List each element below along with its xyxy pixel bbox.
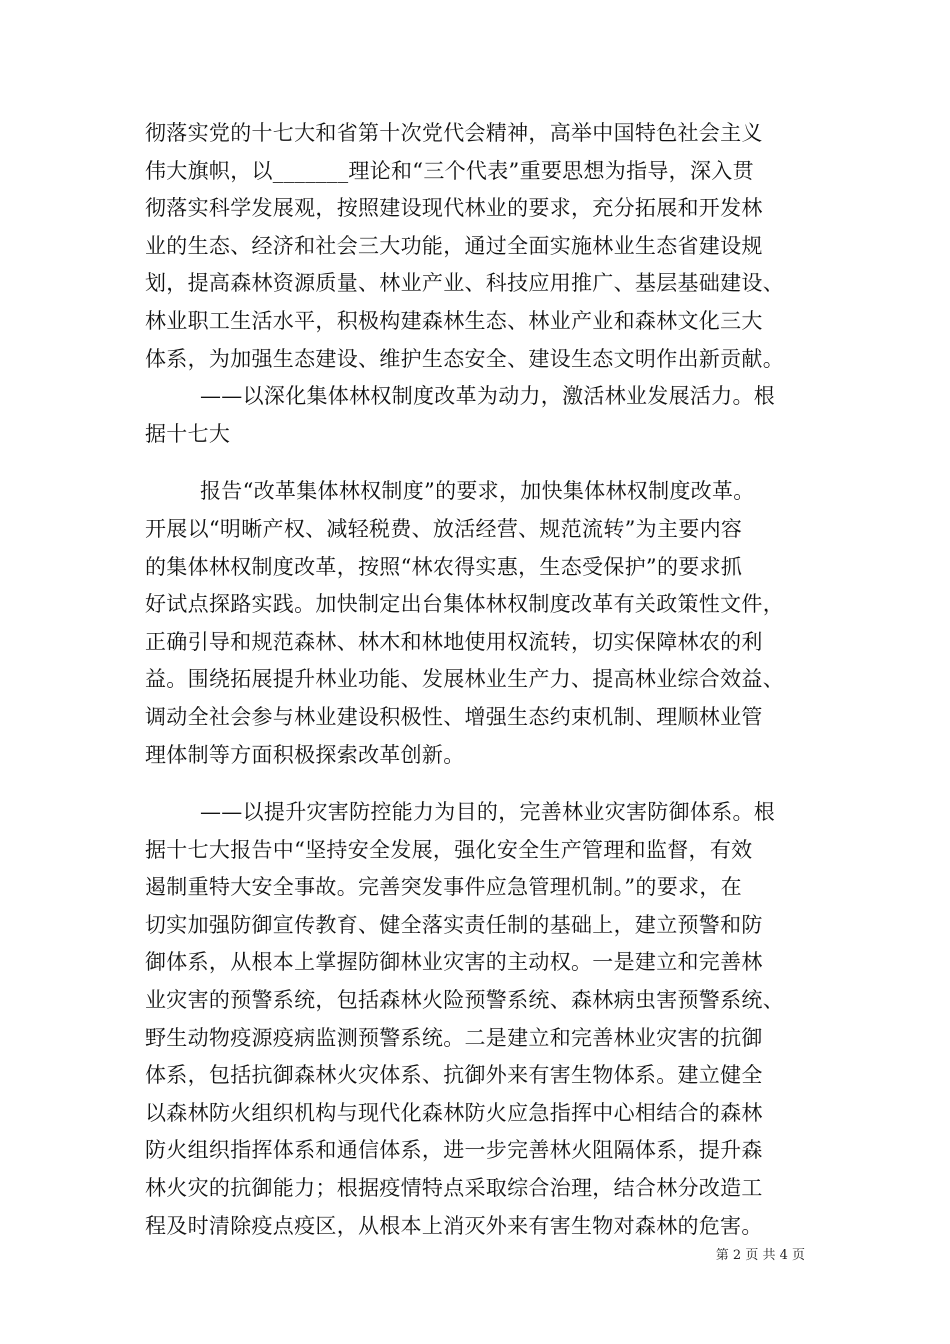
text-line: 报告“改革集体林权制度”的要求，加快集体林权制度改革。 [200,479,755,504]
text-line: 体系，包括抗御森林火灾体系、抗御外来有害生物体系。建立健全 [145,1063,763,1088]
text-line: 野生动物疫源疫病监测预警系统。二是建立和完善林业灾害的抗御 [145,1025,763,1050]
text-line: 体系，为加强生态建设、维护生态安全、建设生态文明作出新贡献。 [145,346,784,371]
text-line: 切实加强防御宣传教育、健全落实责任制的基础上，建立预警和防 [145,912,763,937]
text-line: 的集体林权制度改革，按照“林农得实惠，生态受保护”的要求抓 [145,554,743,579]
paragraph-1 [145,115,815,378]
text-line: 开展以“明晰产权、减轻税费、放活经营、规范流转”为主要内容 [145,516,743,541]
text-line: 程及时清除疫点疫区，从根本上消灭外来有害生物对森林的危害。 [145,1213,763,1238]
page-number: 第 2 页 共 4 页 [715,1248,805,1263]
text-line: ——以深化集体林权制度改革为动力，激活林业发展活力。根 [200,384,776,409]
paragraph-2 [145,378,815,453]
text-line: 划，提高森林资源质量、林业产业、科技应用推广、基层基础建设、 [145,271,784,296]
paragraph-4 [145,794,815,1245]
body-text [145,115,815,1245]
text-line: 调动全社会参与林业建设积极性、增强生态约束机制、理顺林业管 [145,704,763,729]
text-line: 御体系，从根本上掌握防御林业灾害的主动权。一是建立和完善林 [145,950,763,975]
text-line: 林火灾的抗御能力；根据疫情特点采取综合治理，结合林分改造工 [145,1176,763,1201]
text-line: 防火组织指挥体系和通信体系，进一步完善林火阻隔体系，提升森 [145,1138,763,1163]
paragraph-gap [145,774,815,794]
text-line: ——以提升灾害防控能力为目的，完善林业灾害防御体系。根 [200,800,776,825]
text-line: 业灾害的预警系统，包括森林火险预警系统、森林病虫害预警系统、 [145,988,784,1013]
text-line: 以森林防火组织机构与现代化森林防火应急指挥中心相结合的森林 [145,1100,763,1125]
text-line: 据十七大 [145,421,231,446]
text-line: 业的生态、经济和社会三大功能，通过全面实施林业生态省建设规 [145,233,763,258]
text-line: 理体制等方面积极探索改革创新。 [145,742,465,767]
paragraph-gap [145,453,815,473]
text-line: 彻落实党的十七大和省第十次党代会精神，高举中国特色社会主义 [145,121,763,145]
text-line: 伟大旗帜，以_______理论和“三个代表”重要思想为指导，深入贯 [145,158,754,183]
text-line: 好试点探路实践。加快制定出台集体林权制度改革有关政策性文件， [145,592,784,617]
text-line: 正确引导和规范森林、林木和林地使用权流转，切实保障林农的利 [145,629,763,654]
text-line: 益。围绕拓展提升林业功能、发展林业生产力、提高林业综合效益、 [145,667,784,692]
text-line: 据十七大报告中“坚持安全发展，强化安全生产管理和监督，有效 [145,837,753,862]
text-line: 遏制重特大安全事故。完善突发事件应急管理机制。”的要求，在 [145,875,742,900]
text-line: 林业职工生活水平，积极构建森林生态、林业产业和森林文化三大 [145,308,763,333]
text-line: 彻落实科学发展观，按照建设现代林业的要求，充分拓展和开发林 [145,196,763,221]
paragraph-3 [145,473,815,774]
